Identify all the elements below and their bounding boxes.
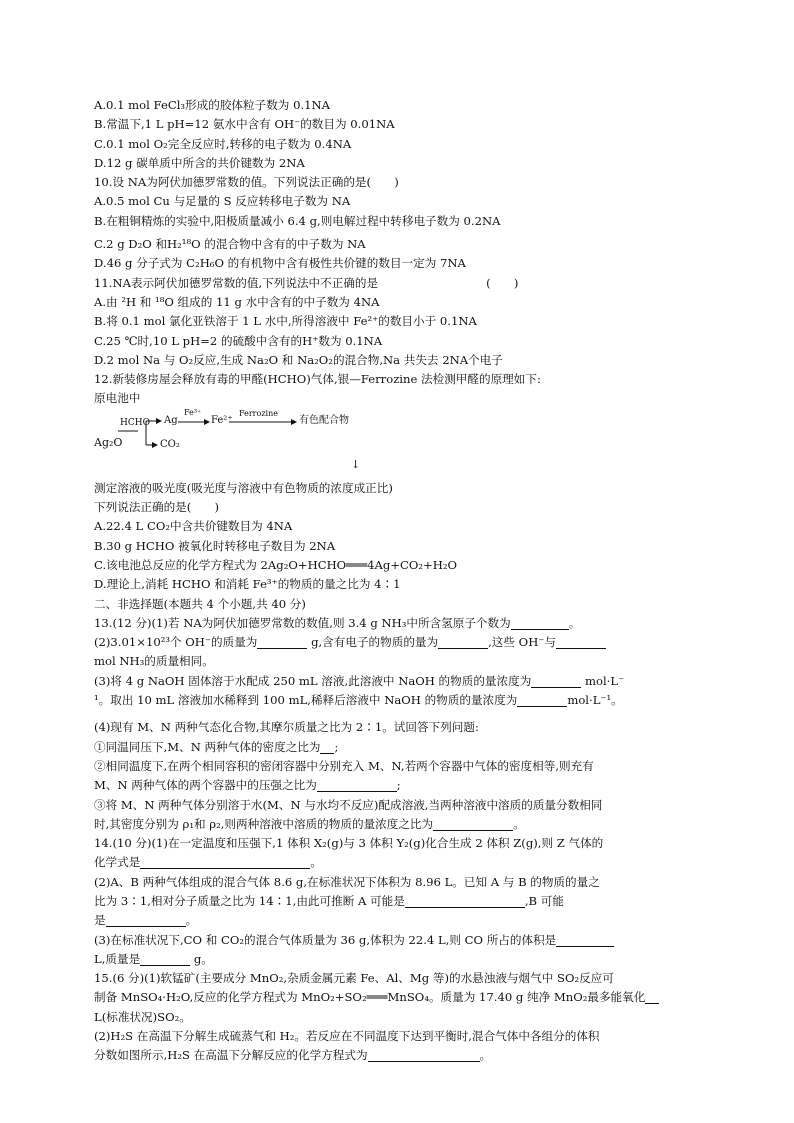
exam-page	[94, 96, 706, 1066]
q12-option-b: B.30 g HCHO 被氧化时转移电子数目为 2NA	[94, 538, 336, 553]
down-arrow-icon: ↓	[351, 457, 361, 471]
q11-stem: 11.NA表示阿伏加德罗常数的值,下列说法中不正确的是	[94, 275, 379, 290]
q13-line9: M、N 两种气体的两个容器中的压强之比为 ;	[94, 778, 401, 793]
q13-line3: mol NH₃的质量相同。	[94, 654, 214, 669]
q12-reaction-diagram	[94, 407, 706, 479]
q9-option-a: A.0.1 mol FeCl₃形成的胶体粒子数为 0.1NA	[94, 98, 331, 112]
q9-option-b: B.常温下,1 L pH=12 氨水中含有 OH⁻的数目为 0.01NA	[94, 117, 395, 132]
q14-line7: L,质量是 g。	[94, 951, 213, 966]
q14-line6: (3)在标准状况下,CO 和 CO₂的混合气体质量为 36 g,体积为 22.4 L,则 CO 所占的体积是	[94, 931, 706, 950]
q13-line10: ③将 M、N 两种气体分别溶于水(M、N 与水均不反应)配成溶液,当两种溶液中溶质的质量分数相同	[94, 797, 603, 812]
q12-line3: 测定溶液的吸光度(吸光度与溶液中有色物质的浓度成正比)	[94, 480, 393, 495]
q14-line5: 是 。	[94, 913, 198, 928]
fe2-label: Fe²⁺	[211, 414, 233, 426]
ferrozine-label: Ferrozine	[239, 408, 278, 418]
q11-option-b: B.将 0.1 mol 氯化亚铁溶于 1 L 水中,所得溶液中 Fe²⁺的数目小于 0.1NA	[94, 314, 477, 329]
q14-blank-4[interactable]	[556, 932, 614, 947]
q13-blank-5[interactable]	[531, 673, 581, 688]
q13-line4: (3)将 4 g NaOH 固体溶于水配成 250 mL 溶液,此溶液中 NaOH 的物质的量浓度为 mol·L⁻	[94, 673, 625, 688]
q15-line4: (2)H₂S 在高温下分解生成硫蒸气和 H₂。若反应在不同温度下达到平衡时,混合气体中各组分的体积	[94, 1029, 600, 1044]
q12-stem: 12.新装修房屋会释放有毒的甲醛(HCHO)气体,银—Ferrozine 法检测甲醛的原理如下:	[94, 372, 541, 387]
q15-line1: 15.(6 分)(1)软锰矿(主要成分 MnO₂,杂质金属元素 Fe、Al、Mg 等)的水悬浊液与烟气中 SO₂反应可	[94, 971, 614, 986]
q13-blank-4[interactable]	[556, 634, 606, 649]
q11-bracket: ( )	[486, 275, 519, 290]
q12-line2: 原电池中	[94, 391, 141, 406]
q13-blank-9[interactable]	[433, 816, 513, 831]
q12-option-c: C.该电池总反应的化学方程式为 2Ag₂O+HCHO═══4Ag+CO₂+H₂O	[94, 557, 458, 572]
q13-line5: ¹。取出 10 mL 溶液加水稀释到 100 mL,稀释后溶液中 NaOH 的物质的量浓度为 mol·L⁻¹。	[94, 693, 623, 708]
q14-line3: (2)A、B 两种气体组成的混合气体 8.6 g,在标准状况下体积为 8.96 L。已知 A 与 B 的物质的量之	[94, 874, 600, 889]
q11-option-a: A.由 ²H 和 ¹⁸O 组成的 11 g 水中含有的中子数为 4NA	[94, 294, 380, 309]
q13-line11: 时,其密度分别为 ρ₁和 ρ₂,则两种溶液中溶质的物质的量浓度之比为 。	[94, 816, 525, 831]
q12-option-a: A.22.4 L CO₂中含共价键数目为 4NA	[94, 519, 293, 534]
fe3-label: Fe³⁺	[184, 407, 202, 417]
q13-line1: 13.(12 分)(1)若 NA为阿伏加德罗常数的数值,则 3.4 g NH₃中所含氢原子个数为 。	[94, 615, 581, 630]
q15-blank-2[interactable]	[368, 1047, 480, 1062]
q15-line2: 制备 MnSO₄·H₂O,反应的化学方程式为 MnO₂+SO₂═══MnSO₄。质量为 17.40 g 纯净 MnO₂最多能氧化	[94, 988, 706, 1007]
q13-blank-6[interactable]	[517, 692, 567, 707]
q14-blank-3[interactable]	[106, 912, 186, 927]
q11-option-c: C.25 ℃时,10 L pH=2 的硫酸中含有的H⁺数为 0.1NA	[94, 333, 383, 348]
q14-line2: 化学式是 。	[94, 855, 322, 870]
q10-option-c: C.2 g D₂O 和H₂¹⁸O 的混合物中含有的中子数为 NA	[94, 237, 366, 252]
q15-blank-1[interactable]	[645, 989, 659, 1004]
q13-blank-2[interactable]	[257, 634, 307, 649]
q13-blank-3[interactable]	[438, 634, 488, 649]
q9-option-d: D.12 g 碳单质中所含的共价键数为 2NA	[94, 155, 305, 170]
q13-line8: ②相同温度下,在两个相同容积的密闭容器中分别充入 M、N,若两个容器中气体的密度相等,则充有	[94, 758, 594, 773]
q9-option-c: C.0.1 mol O₂完全反应时,转移的电子数为 0.4NA	[94, 136, 352, 151]
q15-line5: 分数如图所示,H₂S 在高温下分解反应的化学方程式为 。	[94, 1048, 492, 1063]
q12-line4: 下列说法正确的是( )	[94, 500, 219, 515]
q12-option-d: D.理论上,消耗 HCHO 和消耗 Fe³⁺的物质的量之比为 4∶1	[94, 577, 401, 592]
q13-blank-1[interactable]	[511, 615, 569, 630]
q13-line2: (2)3.01×10²³个 OH⁻的质量为 g,含有电子的物质的量为 ,这些 OH⁻与	[94, 633, 706, 652]
q14-blank-5[interactable]	[140, 951, 190, 966]
ag2o-label: Ag₂O	[94, 435, 123, 449]
section-title: 二、非选择题(本题共 4 个小题,共 40 分)	[94, 596, 306, 611]
q13-line6: (4)现有 M、N 两种气态化合物,其摩尔质量之比为 2∶1。试回答下列问题:	[94, 720, 479, 735]
q11-stem-line	[94, 274, 706, 293]
q13-line7: ①同温同压下,M、N 两种气体的密度之比为 ;	[94, 739, 339, 754]
ag-label: Ag	[164, 414, 178, 426]
q10-option-b: B.在粗铜精炼的实验中,阳极质量减小 6.4 g,则电解过程中转移电子数为 0.2NA	[94, 213, 501, 228]
q13-blank-8[interactable]	[317, 777, 397, 792]
q11-option-d: D.2 mol Na 与 O₂反应,生成 Na₂O 和 Na₂O₂的混合物,Na 共失去 2NA个电子	[94, 352, 503, 367]
complex-label: 有色配合物	[299, 414, 349, 426]
q10-option-a: A.0.5 mol Cu 与足量的 S 反应转移电子数为 NA	[94, 194, 351, 209]
q14-blank-1[interactable]	[140, 854, 310, 869]
co2-label: CO₂	[160, 438, 180, 450]
q13-blank-7[interactable]	[320, 739, 334, 754]
q14-line1: 14.(10 分)(1)在一定温度和压强下,1 体积 X₂(g)与 3 体积 Y₂(g)化合生成 2 体积 Z(g),则 Z 气体的	[94, 836, 604, 851]
q10-stem: 10.设 NA为阿伏加德罗常数的值。下列说法正确的是( )	[94, 175, 399, 190]
hcho-label: HCHO	[120, 417, 150, 428]
q14-blank-2[interactable]	[405, 893, 525, 908]
q14-line4: 比为 3∶1,相对分子质量之比为 14∶1,由此可推断 A 可能是 ,B 可能	[94, 893, 564, 908]
q10-option-d: D.46 g 分子式为 C₂H₆O 的有机物中含有极性共价键的数目一定为 7NA	[94, 256, 466, 271]
q15-line3: L(标准状况)SO₂。	[94, 1009, 191, 1024]
